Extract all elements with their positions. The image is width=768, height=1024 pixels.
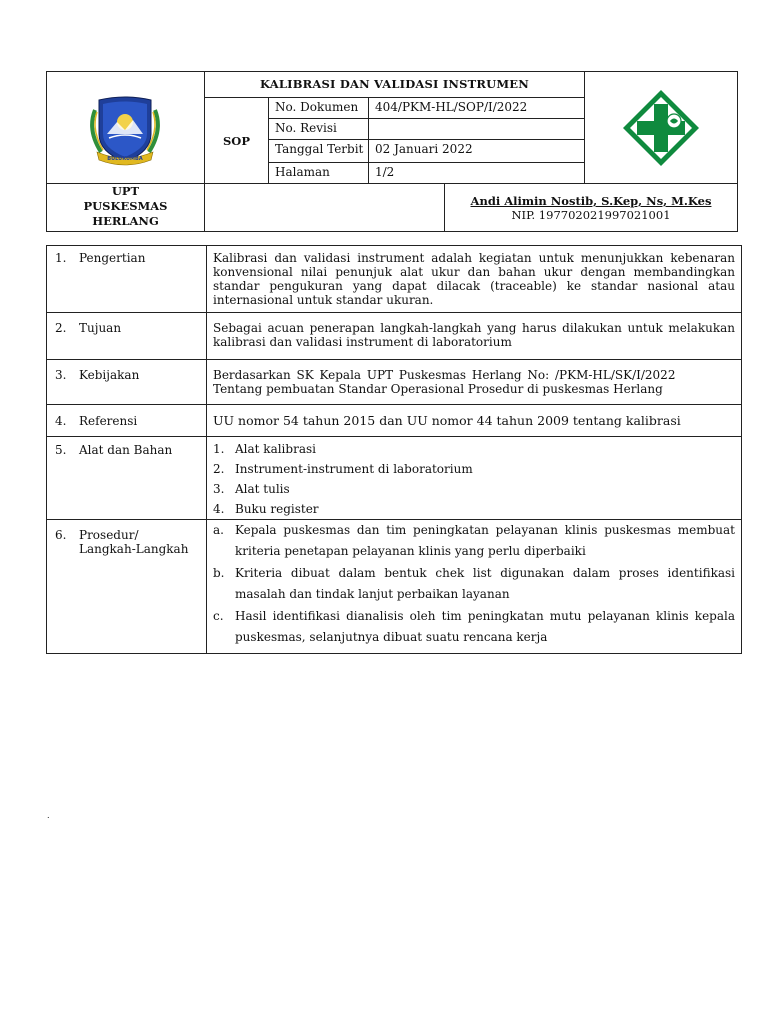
list-letter: c. [213, 609, 224, 623]
list-number: 4. [213, 502, 225, 516]
list-item [213, 459, 735, 479]
list-item [213, 499, 735, 519]
signatory-nip: NIP. 197702021997021001 [511, 208, 671, 222]
meta-row-halaman [269, 163, 584, 183]
signatory-block [445, 184, 737, 231]
document-title: KALIBRASI DAN VALIDASI INSTRUMEN [205, 72, 585, 98]
meta-row-tanggal-terbit [269, 140, 584, 163]
alat-bahan-list [213, 439, 735, 519]
section-label-cell [47, 313, 207, 360]
section-text: Kalibrasi dan validasi instrument adalah kegiatan untuk menunjukkan kebenaran konvensional nilai penunjuk alat ukur dan bahan ukur dengan membandingkan standar pengukuran yang dapat dilacak (traceable) ke standar nasional atau internasional untuk standar ukuran. [207, 246, 742, 313]
section-number: 6. [55, 528, 67, 542]
prosedur-list [213, 520, 735, 648]
list-item [213, 563, 735, 605]
blank-cell [205, 184, 445, 231]
list-item [213, 479, 735, 499]
section-text [207, 360, 742, 405]
footer-mark: . [47, 811, 50, 820]
meta-label: No. Revisi [269, 119, 369, 139]
meta-value: 404/PKM-HL/SOP/I/2022 [375, 100, 528, 114]
org-line-3: HERLANG [92, 214, 159, 228]
section-list-cell [207, 437, 742, 520]
kebijakan-line-2: Tentang pembuatan Standar Operasional Prosedur di puskesmas Herlang [213, 382, 663, 396]
sop-label: SOP [205, 98, 269, 184]
section-row-tujuan [47, 313, 742, 360]
list-text: Alat kalibrasi [235, 442, 316, 456]
section-list-cell [207, 520, 742, 654]
section-label: Referensi [79, 414, 138, 428]
logo-cell [47, 72, 205, 184]
health-logo-cell [585, 72, 737, 184]
section-label: Tujuan [79, 321, 122, 335]
section-text: Sebagai acuan penerapan langkah-langkah yang harus dilakukan untuk melakukan kalibrasi dan validasi instrument di laboratorium [207, 313, 742, 360]
sop-header-table [46, 71, 738, 232]
organization-name [47, 184, 205, 231]
bulukumba-emblem-icon [85, 90, 165, 170]
section-number: 4. [55, 414, 67, 428]
meta-row-no-dokumen [269, 98, 584, 119]
list-number: 1. [213, 442, 225, 456]
list-text: Buku register [235, 502, 319, 516]
meta-value: 1/2 [375, 165, 395, 179]
list-number: 3. [213, 482, 225, 496]
section-text: UU nomor 54 tahun 2015 dan UU nomor 44 tahun 2009 tentang kalibrasi [207, 405, 742, 437]
section-label-cell [47, 360, 207, 405]
section-row-pengertian [47, 246, 742, 313]
list-letter: a. [213, 523, 224, 537]
section-number: 2. [55, 321, 67, 335]
meta-label: Halaman [269, 163, 369, 183]
list-letter: b. [213, 566, 225, 580]
section-label: Pengertian [79, 251, 146, 265]
list-text: Instrument-instrument di laboratorium [235, 462, 473, 476]
section-number: 5. [55, 443, 67, 457]
list-number: 2. [213, 462, 225, 476]
logo-ribbon-text: BULUKUMBA [107, 156, 143, 162]
list-item [213, 606, 735, 648]
section-label: Alat dan Bahan [79, 443, 173, 457]
meta-row-no-revisi [269, 119, 584, 140]
section-row-alat-bahan [47, 437, 742, 520]
section-number: 1. [55, 251, 67, 265]
section-label-cell [47, 437, 207, 520]
org-line-1: UPT [111, 184, 140, 198]
list-text: Kriteria dibuat dalam bentuk chek list digunakan dalam proses identifikasi masalah dan tindak lanjut perbaikan layanan [235, 566, 735, 601]
section-label: Kebijakan [79, 368, 140, 382]
section-label-line-1: Prosedur/ [79, 528, 139, 542]
section-row-referensi [47, 405, 742, 437]
meta-label: No. Dokumen [269, 98, 369, 118]
kebijakan-line-1: Berdasarkan SK Kepala UPT Puskesmas Herlang No: /PKM-HL/SK/I/2022 [213, 368, 676, 382]
puskesmas-cross-icon [621, 88, 701, 168]
org-line-2: PUSKESMAS [83, 199, 168, 213]
list-text: Kepala puskesmas dan tim peningkatan pelayanan klinis puskesmas membuat kriteria penetapan pelayanan klinis yang perlu diperbaiki [235, 523, 735, 558]
list-text: Hasil identifikasi dianalisis oleh tim peningkatan mutu pelayanan klinis kepala puskesmas, selanjutnya dibuat suatu rencana kerja [235, 609, 735, 644]
document-meta-table [269, 98, 585, 184]
section-label-cell [47, 520, 207, 654]
list-item [213, 520, 735, 562]
section-label-line-2: Langkah-Langkah [79, 542, 189, 556]
list-text: Alat tulis [235, 482, 290, 496]
section-label-cell [47, 405, 207, 437]
meta-label: Tanggal Terbit [269, 140, 369, 162]
section-row-prosedur [47, 520, 742, 654]
list-item [213, 439, 735, 459]
meta-value: 02 Januari 2022 [375, 142, 473, 156]
section-label-cell [47, 246, 207, 313]
section-number: 3. [55, 368, 67, 382]
section-row-kebijakan [47, 360, 742, 405]
signatory-name: Andi Alimin Nostib, S.Kep, Ns, M.Kes [470, 194, 712, 208]
sop-content-table [46, 245, 742, 654]
meta-value [369, 119, 584, 139]
